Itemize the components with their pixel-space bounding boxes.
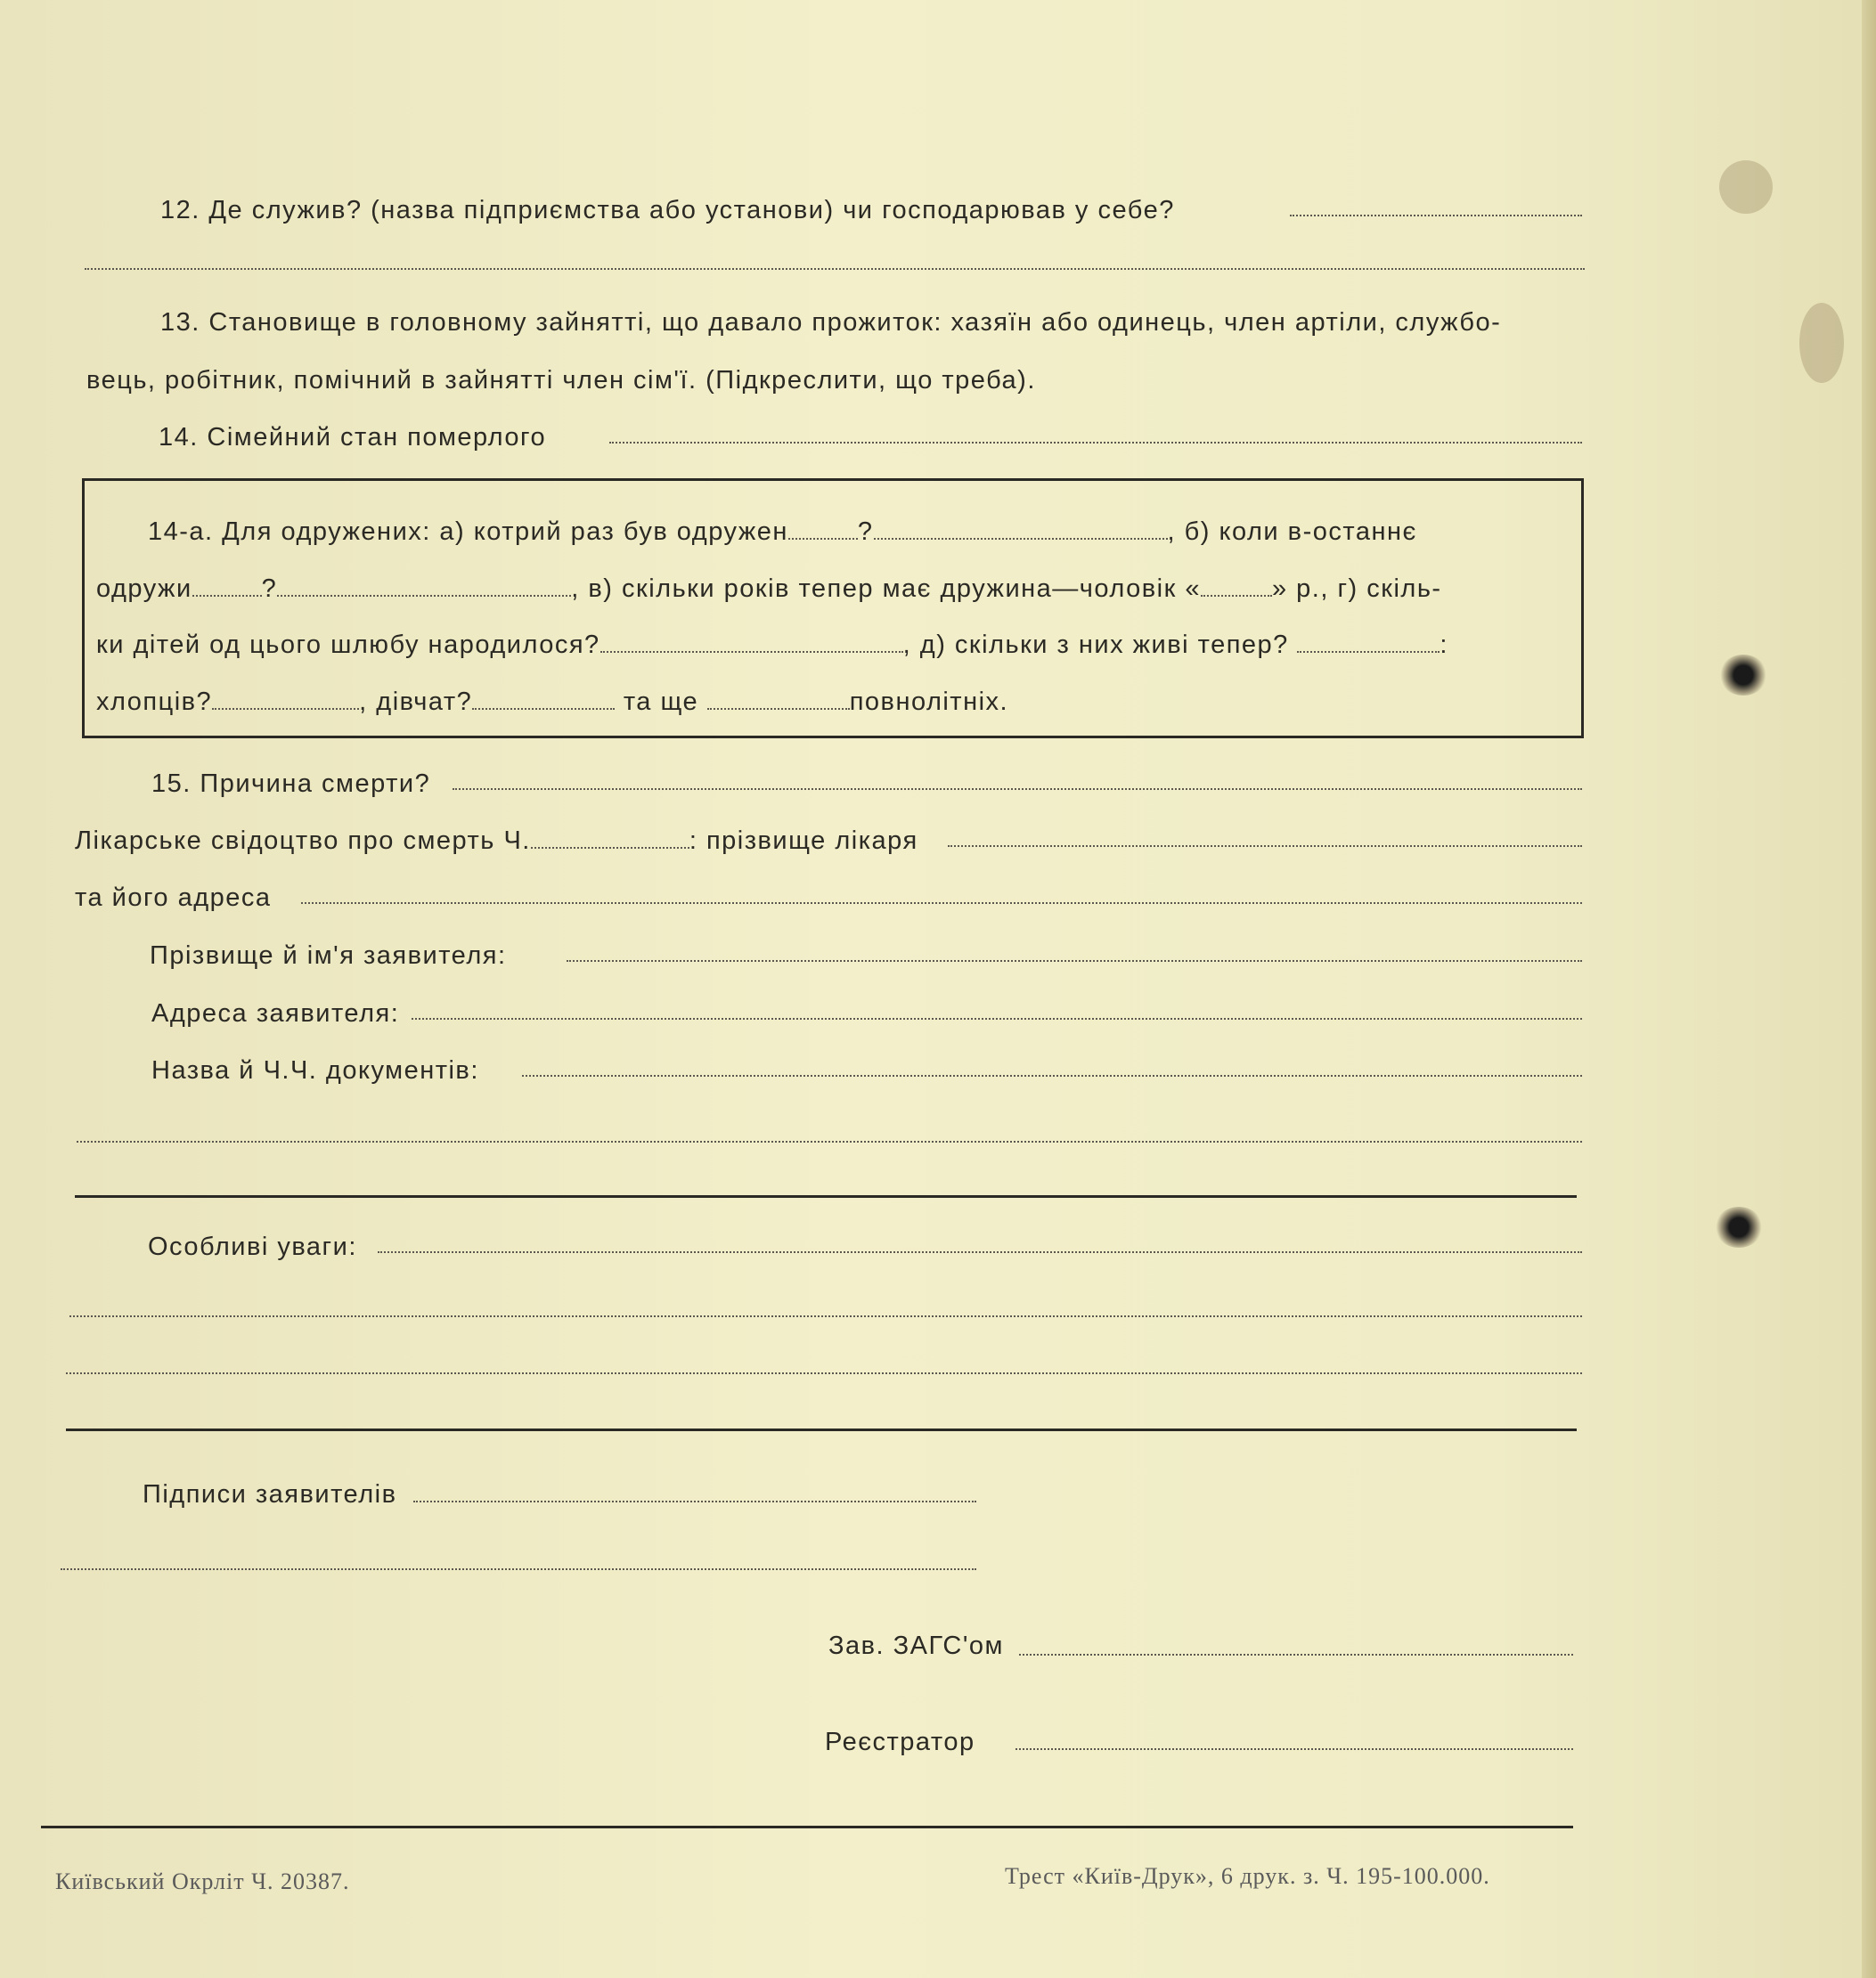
documents-label: Назва й Ч.Ч. документів: xyxy=(151,1056,479,1085)
answer-12-line[interactable] xyxy=(1290,214,1582,216)
applicant-name-line[interactable] xyxy=(567,959,1582,962)
doctor-name-line[interactable] xyxy=(948,844,1582,847)
question-12: 12. Де служив? (назва підприємства або установи) чи господарював у себе? xyxy=(160,196,1175,224)
printer-imprint-right: Трест «Київ-Друк», 6 друк. з. Ч. 195-100.000. xyxy=(1005,1863,1490,1889)
question-13-line1: 13. Становище в головному зайнятті, що давало прожиток: хазяїн або одинець, член артіли, службо- xyxy=(160,308,1502,337)
divider xyxy=(75,1195,1577,1198)
remarks-line[interactable] xyxy=(378,1250,1582,1253)
girls-field[interactable] xyxy=(472,688,615,710)
boys-field[interactable] xyxy=(212,688,359,710)
last-married-field[interactable] xyxy=(192,575,262,597)
divider xyxy=(66,1429,1577,1431)
remarks-line-2[interactable] xyxy=(69,1315,1582,1317)
zags-label: Зав. ЗАГС'ом xyxy=(828,1632,1004,1660)
doctor-address-line[interactable] xyxy=(301,901,1582,904)
question-14a-line4: хлопців? , дівчат? та ще повнолітніх. xyxy=(96,688,1009,716)
question-14a-line1: 14-а. Для одружених: а) котрий раз був одружен ? , б) коли в-останнє xyxy=(148,517,1417,546)
remarks-line-3[interactable] xyxy=(66,1372,1582,1374)
remarks-label: Особливі уваги: xyxy=(148,1233,357,1261)
cause-of-death-line[interactable] xyxy=(453,787,1582,790)
punch-hole xyxy=(1715,1207,1763,1248)
times-married-field-2[interactable] xyxy=(874,518,1168,540)
printer-imprint-left: Київський Окрліт Ч. 20387. xyxy=(55,1868,350,1894)
stain xyxy=(1719,160,1773,214)
question-13-line2: вець, робітник, помічний в зайнятті член сім'ї. (Підкреслити, що треба). xyxy=(86,366,1036,395)
doctor-address-label: та його адреса xyxy=(75,883,272,912)
signatures-label: Підписи заявителів xyxy=(143,1480,397,1509)
answer-12-line-2[interactable] xyxy=(85,267,1585,270)
registrar-label: Реєстратор xyxy=(825,1728,975,1756)
children-born-field[interactable] xyxy=(600,631,903,653)
paper-edge xyxy=(1862,0,1876,1978)
question-15: 15. Причина смерти? xyxy=(151,769,431,798)
zags-signature-line[interactable] xyxy=(1019,1653,1573,1656)
adults-field[interactable] xyxy=(707,688,850,710)
signatures-line[interactable] xyxy=(413,1500,976,1502)
question-14a-line2: одружи ? , в) скільки років тепер має дружина—чоловік « » р., г) скіль- xyxy=(96,574,1442,603)
certificate-number-field[interactable] xyxy=(531,827,689,849)
times-married-field[interactable] xyxy=(788,518,858,540)
medical-certificate: Лікарське свідоцтво про смерть Ч. : прізвище лікаря xyxy=(75,826,918,855)
registrar-signature-line[interactable] xyxy=(1015,1747,1573,1750)
footer-divider xyxy=(41,1826,1573,1828)
question-14a-line3: ки дітей од цього шлюбу народилося? , д) скільки з них живі тепер? : xyxy=(96,631,1448,659)
children-alive-field[interactable] xyxy=(1297,631,1440,653)
spouse-age-field[interactable] xyxy=(1201,575,1272,597)
answer-14-line[interactable] xyxy=(609,441,1582,444)
question-14: 14. Сімейний стан померлого xyxy=(159,423,547,452)
signatures-line-2[interactable] xyxy=(61,1567,976,1570)
stain xyxy=(1799,303,1844,383)
applicant-address-label: Адреса заявителя: xyxy=(151,999,400,1028)
punch-hole xyxy=(1719,655,1767,696)
last-married-field-2[interactable] xyxy=(277,575,571,597)
applicant-address-line[interactable] xyxy=(412,1017,1582,1020)
applicant-name-label: Прізвище й ім'я заявителя: xyxy=(150,941,507,970)
documents-line[interactable] xyxy=(522,1074,1582,1077)
documents-line-2[interactable] xyxy=(77,1140,1582,1143)
